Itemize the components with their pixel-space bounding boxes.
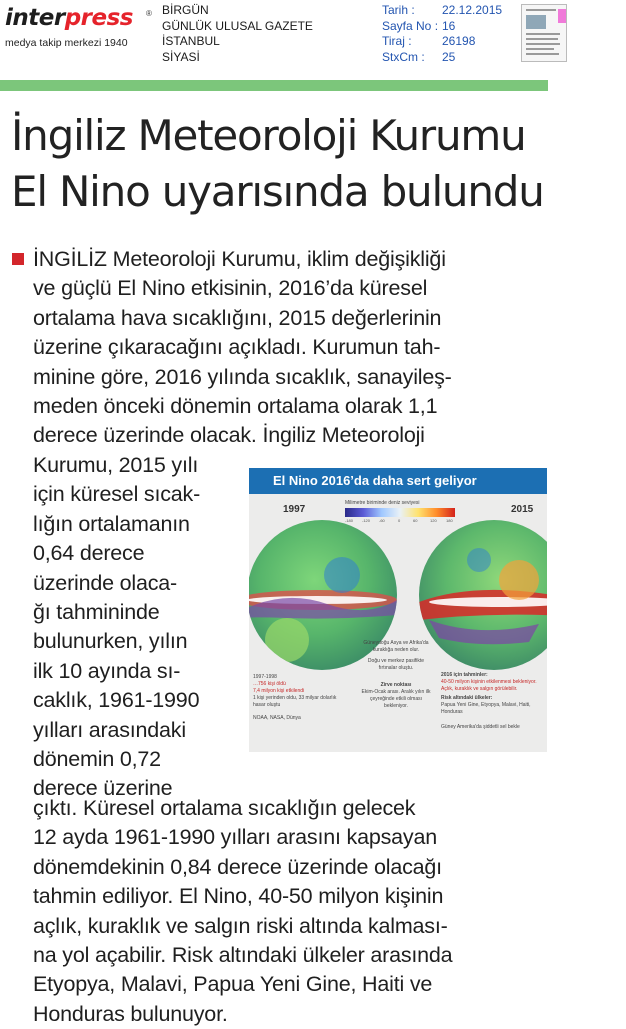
meta-label: Sayfa No : (382, 18, 439, 33)
note-left: NOAA, NASA, Dünya (253, 715, 301, 721)
year-label-left: 1997 (283, 504, 306, 515)
publication-info (162, 3, 313, 65)
note-middle: Zirve noktası (380, 682, 412, 688)
notes-middle (359, 640, 433, 710)
thumbnail-line (526, 38, 558, 40)
note-middle: Doğu ve merkez pasifikte fırtınalar oluştu. (367, 658, 425, 671)
infographic-title: El Nino 2016’da daha sert geliyor (249, 468, 547, 494)
text-line: minine göre, 2016 yılında sıcaklık, sanayileş- (33, 364, 452, 389)
meta-value: 22.12.2015 (442, 3, 503, 17)
scale-tick: -60 (379, 518, 385, 523)
logo-wordmark (5, 4, 133, 32)
text-line: lığın ortalamanın (33, 511, 190, 536)
text-line: meden önceki dönemin ortalama olarak 1,1 (33, 394, 438, 419)
note-right: 40-50 milyon kişinin etkilenmesi bekleniyor. Açlık, kuraklık ve salgın görülebilir. (441, 679, 537, 692)
globe-2015 (419, 520, 547, 670)
note-left: 7,4 milyon kişi etkilendi (253, 688, 305, 694)
note-left: 1997-1998 (253, 674, 277, 680)
note-middle: Güneydoğu Asya ve Afrika'da kuraklığa neden olur. (363, 640, 429, 653)
notes-right (441, 672, 545, 731)
scale-caption: Milimetre biriminde deniz seviyesi (345, 500, 420, 506)
publication-type: GÜNLÜK ULUSAL GAZETE (162, 18, 313, 33)
interpress-logo (5, 4, 155, 50)
text-line: açlık, kuraklık ve salgın riski altında kalması- (33, 913, 448, 938)
note-left: …756 kişi öldü (253, 681, 286, 687)
note-left: 1 kişi yerinden oldu, 33 milyar dolarlık hasar oluştu (253, 695, 337, 708)
text-line: çıktı. Küresel ortalama sıcaklığın gelecek (33, 796, 416, 820)
text-line: 12 ayda 1961-1990 yılları arasını kapsayan (33, 825, 437, 850)
publication-category: SİYASİ (162, 49, 200, 64)
thumbnail-line (526, 53, 559, 55)
publication-name: BİRGÜN (162, 3, 209, 17)
meta-value: 26198 (442, 34, 476, 48)
scale-ticks (345, 518, 455, 523)
text-line: ğı tahmininde (33, 600, 160, 625)
globe-2015-pattern (419, 520, 547, 670)
scale-tick: -180 (345, 518, 354, 523)
thumbnail-line (526, 48, 554, 50)
text-line: 0,64 derece (33, 541, 145, 566)
text-line: bulunurken, yılın (33, 629, 188, 654)
scale-tick: 0 (398, 518, 401, 523)
thumbnail-picture (526, 15, 546, 29)
text-line: na yol açabilir. Risk altındaki ülkeler arasında (33, 943, 453, 968)
text-line: ortalama hava sıcaklığını, 2015 değerlerinin (33, 305, 442, 330)
text-line: dönemdekinin 0,84 derece üzerinde olacağı (33, 854, 442, 879)
thumbnail-line (526, 33, 560, 35)
text-line: için küresel sıcak- (33, 482, 201, 507)
thumbnail-line (526, 9, 556, 11)
text-line: derece üzerinde olacak. İngiliz Meteoroloji (33, 423, 425, 448)
meta-label: Tarih : (382, 3, 415, 17)
el-nino-infographic (249, 468, 547, 752)
text-line: üzerine çıkaracağını açıkladı. Kurumun tah- (33, 335, 441, 360)
text-line: caklık, 1961-1990 (33, 688, 200, 713)
thumbnail-highlight (558, 9, 566, 23)
narrow-column-text (33, 451, 200, 804)
page-thumbnail[interactable] (521, 4, 567, 62)
text-line: Etyopya, Malavi, Papua Yeni Gine, Haiti ve (33, 972, 433, 997)
text-line: dönemin 0,72 (33, 747, 161, 772)
logo-registered-mark: ® (146, 9, 152, 18)
header-divider-bar (0, 80, 548, 91)
year-label-right: 2015 (511, 504, 534, 515)
text-line: Kurumu, 2015 yılı (33, 453, 199, 477)
meta-row-circulation (382, 34, 502, 50)
meta-label: StxCm : (382, 49, 425, 64)
meta-value: 25 (442, 49, 456, 64)
text-line: İNGİLİZ Meteoroloji Kurumu, iklim değişikliği (33, 247, 446, 271)
headline-line: El Nino uyarısında bulundu (11, 167, 544, 216)
logo-word-text: interpress (5, 5, 133, 31)
text-line: ve güçlü El Nino etkisinin, 2016’da küresel (33, 276, 428, 301)
scale-tick: 120 (430, 518, 437, 523)
text-line: yılları arasındaki (33, 717, 186, 742)
text-line: tahmin ediliyor. El Nino, 40-50 milyon kişinin (33, 884, 444, 909)
thumbnail-line (526, 43, 560, 45)
note-right: Papua Yeni Gine, Etyopya, Malavi, Haiti, Honduras (441, 702, 531, 715)
logo-tagline: medya takip merkezi 1940 (5, 37, 128, 49)
meta-row-page (382, 19, 502, 35)
text-line: üzerinde olaca- (33, 570, 178, 595)
headline-line: İngiliz Meteoroloji Kurumu (11, 111, 526, 160)
note-right: 2016 için tahminler: (441, 672, 488, 678)
article-headline (11, 108, 544, 220)
lead-paragraph (33, 245, 452, 451)
meta-row-stxcm (382, 50, 502, 66)
meta-row-date (382, 3, 502, 19)
scale-tick: -120 (362, 518, 371, 523)
notes-left (253, 674, 343, 722)
closing-paragraph (33, 794, 452, 1029)
note-middle: Ekim-Ocak arası. Aralık yılın ilk çeyreğinde etkili olması bekleniyor. (361, 689, 431, 709)
text-line: Honduras bulunuyor. (33, 1001, 228, 1026)
note-right: Güney Amerika'da şiddetli sel bekle (441, 724, 520, 730)
text-line: derece üzerine (33, 776, 173, 801)
clipping-meta (382, 3, 502, 65)
sea-level-colour-scale (345, 508, 455, 517)
scale-tick: 60 (413, 518, 418, 523)
publication-city: İSTANBUL (162, 34, 220, 48)
scale-tick: 180 (446, 518, 453, 523)
text-line: ilk 10 ayında sı- (33, 658, 181, 683)
meta-value: 16 (442, 18, 456, 33)
meta-label: Tiraj : (382, 34, 412, 48)
lead-marker-square (12, 253, 24, 265)
note-right: Risk altındaki ülkeler: (441, 695, 493, 701)
